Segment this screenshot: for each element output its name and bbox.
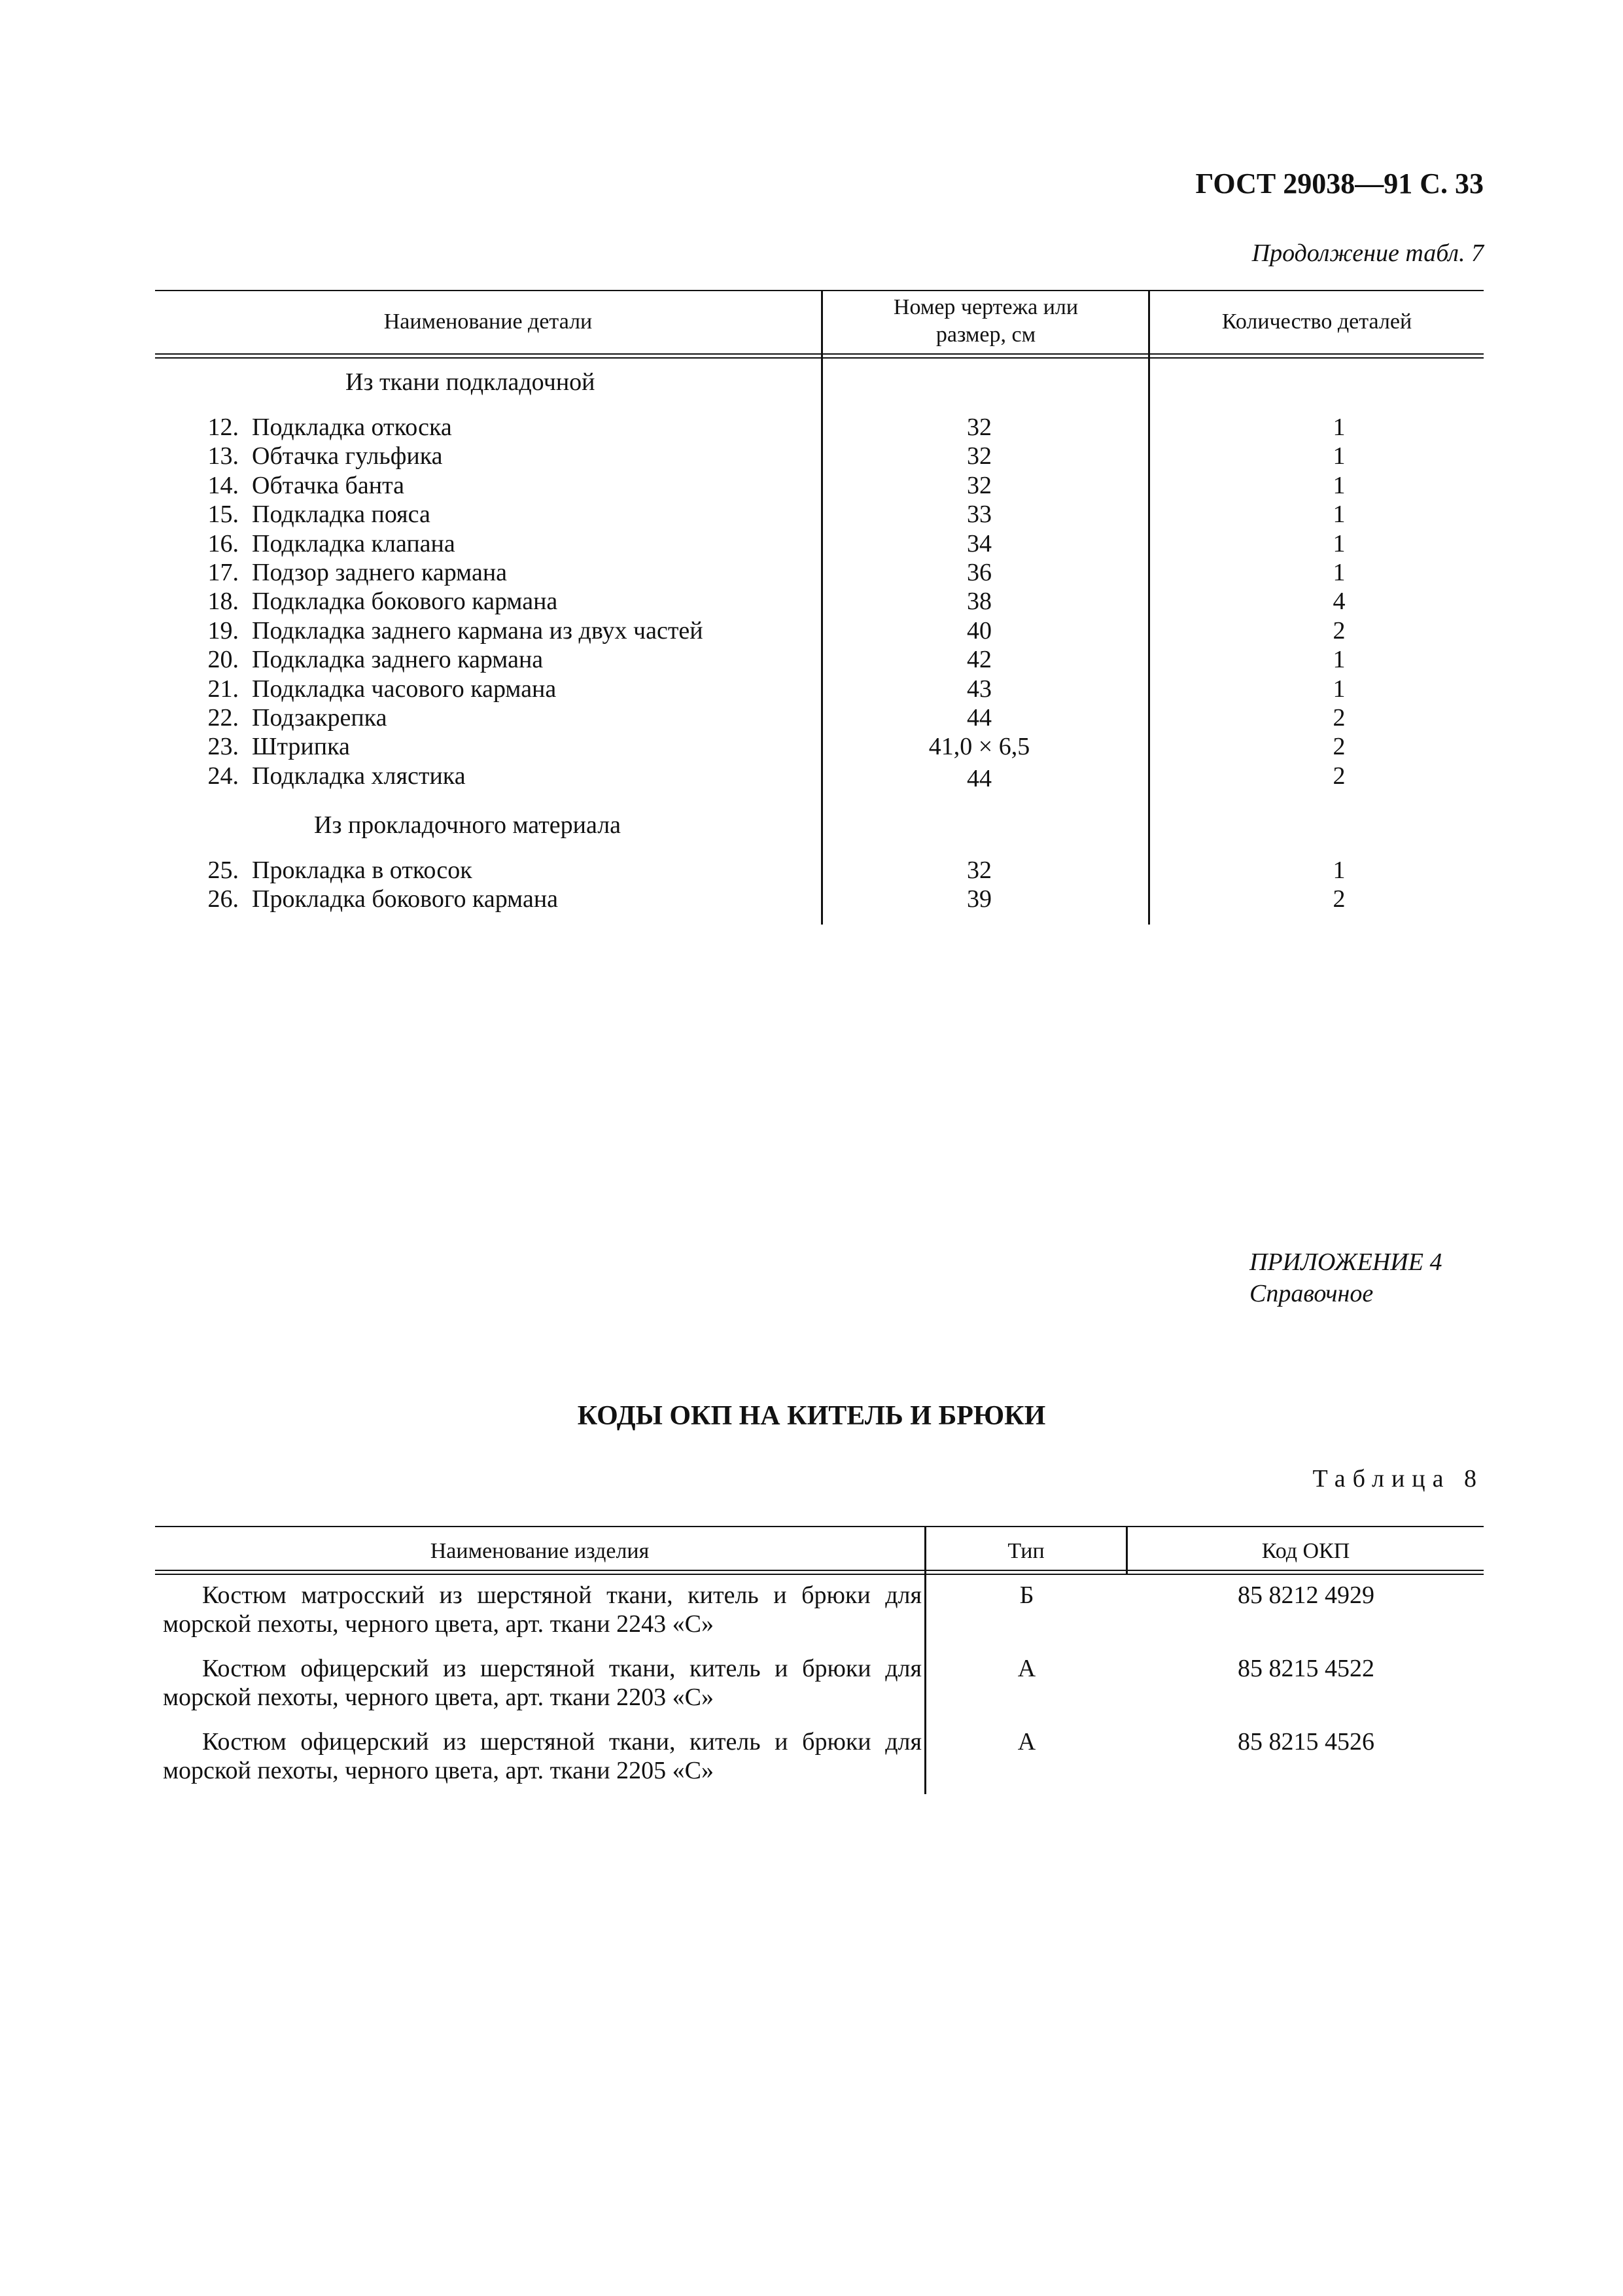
table-row — [155, 856, 1484, 885]
part-name: Подкладка клапана — [252, 529, 455, 557]
table-row — [155, 616, 1484, 645]
table-row — [155, 1654, 1484, 1726]
row-number: 23. — [207, 733, 239, 761]
part-quantity: 1 — [1333, 559, 1346, 586]
drawing-number: 32 — [967, 414, 992, 441]
table-row — [155, 1581, 1484, 1653]
part-quantity: 1 — [1333, 442, 1346, 470]
part-quantity: 2 — [1333, 762, 1346, 790]
table-row — [155, 529, 1484, 558]
drawing-number: 44 — [967, 704, 992, 732]
table-top-rule — [155, 290, 1484, 291]
row-number: 15. — [207, 501, 239, 529]
drawing-number: 39 — [967, 885, 992, 913]
drawing-number: 43 — [967, 675, 992, 703]
column-header-drawing-number: Номер чертежа или размер, см — [893, 295, 1079, 347]
table-row — [155, 885, 1484, 913]
part-name: Прокладка в откосок — [252, 857, 472, 884]
okp-code: 85 8215 4526 — [1238, 1728, 1374, 1756]
column-header-product-name: Наименование изделия — [430, 1539, 650, 1563]
drawing-number: 42 — [967, 646, 992, 674]
row-number: 12. — [207, 414, 239, 441]
part-quantity: 4 — [1333, 588, 1346, 616]
section-title-lining-fabric: Из ткани подкладочной — [345, 368, 595, 396]
part-name: Обтачка банта — [252, 471, 405, 499]
product-name: Костюм офицерский из шерстяной ткани, китель и брюки для морской пехоты, черного цвета, арт. ткани 2205 «С» — [163, 1728, 922, 1784]
drawing-number: 44 — [967, 764, 992, 792]
part-name: Подкладка хлястика — [252, 762, 466, 790]
appendix-type: Справочное — [1249, 1280, 1374, 1307]
row-number: 24. — [207, 762, 239, 790]
drawing-number: 34 — [967, 529, 992, 557]
row-number: 17. — [207, 559, 239, 586]
drawing-number: 32 — [967, 471, 992, 499]
part-name: Обтачка гульфика — [252, 442, 443, 470]
column-header-type: Тип — [1007, 1539, 1045, 1563]
row-number: 16. — [207, 529, 239, 557]
drawing-number: 32 — [967, 857, 992, 884]
table-row — [155, 587, 1484, 616]
row-number: 21. — [207, 675, 239, 703]
table-label: Таблица 8 — [1312, 1465, 1484, 1492]
row-number: 26. — [207, 885, 239, 913]
table-row — [155, 442, 1484, 470]
drawing-number: 40 — [967, 616, 992, 645]
part-quantity: 1 — [1333, 646, 1346, 674]
table-top-rule — [155, 1526, 1484, 1527]
part-name: Подкладка заднего кармана из двух частей — [252, 616, 703, 645]
row-number: 20. — [207, 646, 239, 674]
part-name: Подкладка откоска — [252, 414, 452, 441]
table-row — [155, 1727, 1484, 1799]
table-row — [155, 762, 1484, 790]
drawing-number: 32 — [967, 442, 992, 470]
product-name: Костюм офицерский из шерстяной ткани, китель и брюки для морской пехоты, черного цвета, арт. ткани 2203 «С» — [163, 1655, 922, 1711]
part-quantity: 1 — [1333, 471, 1346, 499]
appendix-number: ПРИЛОЖЕНИЕ 4 — [1249, 1248, 1442, 1276]
part-quantity: 1 — [1333, 501, 1346, 529]
part-quantity: 1 — [1333, 857, 1346, 884]
part-name: Прокладка бокового кармана — [252, 885, 559, 913]
part-quantity: 1 — [1333, 414, 1346, 441]
part-name: Подкладка бокового кармана — [252, 588, 558, 616]
table-row — [155, 645, 1484, 674]
header-rule — [155, 1570, 1484, 1571]
header-rule — [155, 353, 1484, 355]
row-number: 14. — [207, 471, 239, 499]
table-continuation-note: Продолжение табл. 7 — [1251, 239, 1484, 267]
table-row — [155, 471, 1484, 500]
column-header-part-name: Наименование детали — [383, 309, 593, 334]
row-number: 19. — [207, 616, 239, 645]
page-header-title: ГОСТ 29038—91 С. 33 — [1195, 168, 1484, 200]
product-name: Костюм матросский из шерстяной ткани, китель и брюки для морской пехоты, черного цвета, арт. ткани 2243 «С» — [163, 1581, 922, 1638]
part-name: Подкладка часового кармана — [252, 675, 557, 703]
drawing-number: 41,0 × 6,5 — [928, 733, 1030, 761]
drawing-number: 36 — [967, 559, 992, 586]
product-type: Б — [1019, 1581, 1034, 1609]
part-quantity: 2 — [1333, 704, 1346, 732]
header-rule-double — [155, 357, 1484, 359]
row-number: 25. — [207, 857, 239, 884]
part-name: Штрипка — [252, 733, 350, 761]
okp-code: 85 8212 4929 — [1238, 1581, 1374, 1609]
table-row — [155, 703, 1484, 732]
row-number: 18. — [207, 588, 239, 616]
part-name: Подзор заднего кармана — [252, 559, 508, 586]
drawing-number: 38 — [967, 588, 992, 616]
product-type: А — [1017, 1655, 1036, 1682]
part-quantity: 2 — [1333, 616, 1346, 645]
part-name: Подзакрепка — [252, 704, 387, 732]
table-row — [155, 675, 1484, 703]
part-quantity: 2 — [1333, 733, 1346, 761]
section-title: КОДЫ ОКП НА КИТЕЛЬ И БРЮКИ — [577, 1401, 1046, 1431]
table-7 — [155, 290, 1484, 925]
row-number: 13. — [207, 442, 239, 470]
column-header-quantity: Количество деталей — [1221, 309, 1412, 334]
table-row — [155, 413, 1484, 442]
header-rule-double — [155, 1574, 1484, 1575]
table-row — [155, 558, 1484, 587]
table-8 — [155, 1526, 1484, 1794]
part-quantity: 1 — [1333, 675, 1346, 703]
section-title-interlining: Из прокладочного материала — [314, 811, 621, 839]
okp-code: 85 8215 4522 — [1238, 1655, 1374, 1682]
table-row — [155, 500, 1484, 529]
part-quantity: 2 — [1333, 885, 1346, 913]
drawing-number: 33 — [967, 501, 992, 529]
part-name: Подкладка пояса — [252, 501, 430, 529]
part-name: Подкладка заднего кармана — [252, 646, 544, 674]
part-quantity: 1 — [1333, 529, 1346, 557]
table-row — [155, 732, 1484, 761]
appendix-label — [1249, 1246, 1442, 1309]
product-type: А — [1017, 1728, 1036, 1756]
column-header-okp-code: Код ОКП — [1261, 1539, 1350, 1563]
row-number: 22. — [207, 704, 239, 732]
